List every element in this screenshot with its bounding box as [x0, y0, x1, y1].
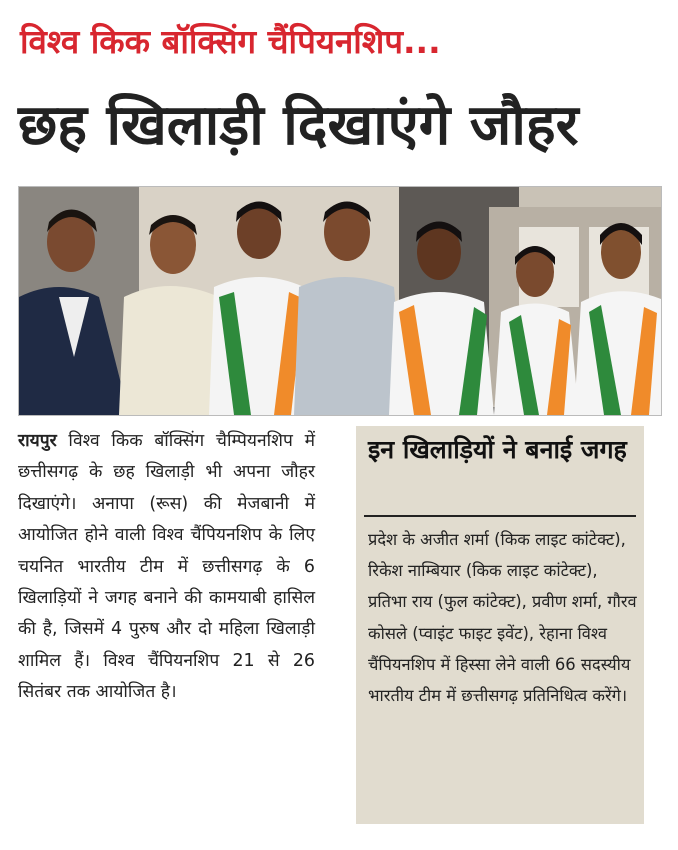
article-body-text: विश्व किक बॉक्सिंग चैम्पियनशिप में छत्तीसगढ़ के छह खिलाड़ी भी अपना जौहर दिखाएंगे। अनापा (रूस) की मेजबानी में आयोजित होने वाली विश्व चैंपियनशिप के लिए चयनित भारतीय टीम में छत्तीसगढ़ के 6 खिलाड़ियों ने जगह बनाने की कामयाबी हासिल की है, जिसमें 4 पुरुष और दो महिला खिलाड़ी शामिल हैं। विश्व चैंपियनशिप 21 से 26 सितंबर तक आयोजित है।: [18, 431, 315, 703]
team-photo: [18, 186, 662, 416]
sidebar-box: [356, 426, 644, 824]
article-body: [18, 426, 315, 709]
sidebar-divider: [364, 515, 636, 517]
sidebar-heading: इन खिलाड़ियों ने बनाई जगह: [368, 435, 627, 464]
article-headline: छह खिलाड़ी दिखाएंगे जौहर: [18, 93, 579, 158]
article-dateline: रायपुर: [18, 431, 57, 451]
sidebar-body: प्रदेश के अजीत शर्मा (किक लाइट कांटेक्ट), रिकेश नाम्बियार (किक लाइट कांटेक्ट), प्रतिभा राय (फुल कांटेक्ट), प्रवीण शर्मा, गौरव कोसले (प्वाइंट फाइट इवेंट), रेहाना विश्व चैंपियनशिप में हिस्सा लेने वाली 66 सदस्यीय भारतीय टीम में छत्तीसगढ़ प्रतिनिधित्व करेंगे।: [368, 530, 637, 706]
article-kicker: विश्व किक बॉक्सिंग चैंपियनशिप...: [20, 22, 441, 61]
